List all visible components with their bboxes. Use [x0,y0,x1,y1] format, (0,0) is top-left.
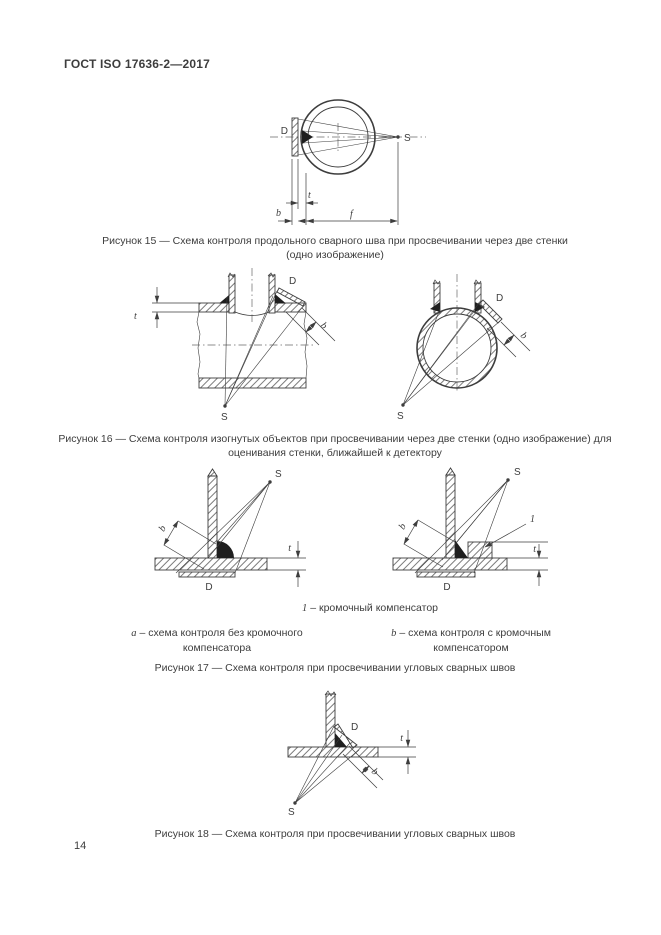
dimension-lines [152,287,335,345]
detector-strip [179,572,235,577]
detector-strip [292,118,298,156]
source-label: S [404,133,411,144]
dim-t-label: t [134,311,137,322]
horizontal-plate [155,558,267,570]
figure-17-caption: Рисунок 17 — Схема контроля при просвечивании угловых сварных швов [154,662,516,674]
source-label: S [221,412,228,423]
figure-17b-diagram [368,460,578,602]
weld-seam [455,540,468,558]
ref1-leader-line [485,524,526,547]
source-point [506,478,509,481]
detector-label: D [496,293,504,304]
source-point [268,480,271,483]
dim-t-label: t [400,733,403,744]
legend-number: 1 [301,603,308,614]
detector-label: D [351,722,359,733]
horizontal-plate [393,558,507,570]
figure-16-right-diagram [385,266,605,432]
detector-strip [417,572,475,577]
figure-15-diagram [240,85,440,230]
figure-17a-diagram [138,460,333,602]
branch-wall [229,275,235,313]
vertical-plate [208,476,217,558]
dim-b-label: b [156,523,169,534]
source-label: S [288,807,295,818]
vessel-top-wall [199,303,229,312]
detector-label: D [289,276,297,287]
figure-18-caption: Рисунок 18 — Схема контроля при просвечивании угловых сварных швов [154,828,516,840]
legend-text: – кромочный компенсатор [310,602,439,614]
dim-t-label: t [308,190,311,201]
detector-label: D [280,126,288,137]
document-header: ГОСТ ISO 17636-2—2017 [64,57,210,71]
source-point [293,801,296,804]
figure-17b-subcaption: b – схема контроля с кромочным компенсатором [391,627,551,654]
edge-compensator-block [468,542,492,558]
dim-b-label: b [517,330,530,342]
dim-t-label: t [533,544,536,555]
page-number: 14 [74,840,87,852]
source-label: S [514,467,521,478]
detector-label: D [205,582,213,593]
detector-label: D [443,582,451,593]
figure-16-caption: Рисунок 16 — Схема контроля изогнутых объектов при просвечивании через две стенки (одно изображение) для оценивания стенки, ближайшей к детектору [58,433,612,459]
weld-seam [302,130,313,144]
vessel-bottom-wall [199,378,306,388]
source-point [396,135,399,138]
source-point [401,403,404,406]
dimension-lines [343,730,416,788]
ref1-label: 1 [530,514,535,525]
dim-b-label: b [276,208,281,219]
dim-b-label: b [368,766,381,778]
dim-t-label: t [288,543,291,554]
figure-16-left-diagram [128,266,353,432]
figure-17-legend [270,601,470,616]
weld-seam [219,295,229,304]
figure-17a-subcaption: a – схема контроля без кромочного компенсатора [131,627,303,654]
dim-f-label: f [350,209,353,220]
dim-b-label: b [396,521,409,532]
figure-15-caption: Рисунок 15 — Схема контроля продольного сварного шва при просвечивании через две стенки (одно изображение) [102,235,568,261]
source-point [223,404,226,407]
source-label: S [275,469,282,480]
dim-b-label: b [317,320,330,332]
figure-18-diagram [233,688,448,826]
source-label: S [397,411,404,422]
